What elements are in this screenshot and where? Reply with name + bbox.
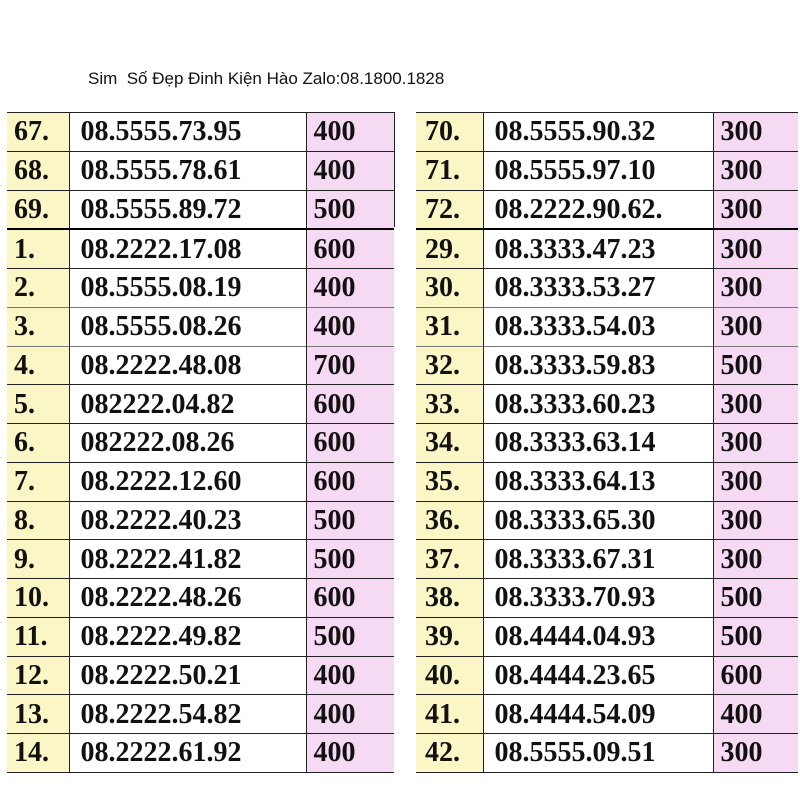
table-row bbox=[7, 113, 394, 152]
price-value: 300 bbox=[713, 190, 798, 229]
table-row bbox=[416, 540, 798, 579]
table-row bbox=[416, 346, 798, 385]
price-value: 600 bbox=[306, 579, 394, 618]
price-value: 600 bbox=[306, 385, 394, 424]
phone-number: 08.2222.90.62. bbox=[483, 190, 713, 229]
phone-number: 08.2222.48.26 bbox=[69, 579, 306, 618]
row-number: 33. bbox=[416, 385, 483, 424]
price-value: 500 bbox=[306, 540, 394, 579]
phone-number: 08.2222.61.92 bbox=[69, 734, 306, 773]
phone-number: 08.5555.73.95 bbox=[69, 113, 306, 152]
row-number: 1. bbox=[7, 229, 69, 268]
phone-number: 08.5555.08.26 bbox=[69, 307, 306, 346]
table-row bbox=[7, 307, 394, 346]
phone-number: 08.3333.60.23 bbox=[483, 385, 713, 424]
price-value: 300 bbox=[713, 307, 798, 346]
phone-number: 08.5555.97.10 bbox=[483, 151, 713, 190]
price-value: 300 bbox=[713, 424, 798, 463]
table-row bbox=[7, 229, 394, 268]
table-row bbox=[7, 695, 394, 734]
phone-number: 08.3333.59.83 bbox=[483, 346, 713, 385]
table-row bbox=[416, 501, 798, 540]
row-number: 67. bbox=[7, 113, 69, 152]
table-row bbox=[416, 734, 798, 773]
price-value: 500 bbox=[713, 579, 798, 618]
price-value: 300 bbox=[713, 113, 798, 152]
table-row bbox=[416, 617, 798, 656]
row-number: 5. bbox=[7, 385, 69, 424]
price-value: 600 bbox=[713, 656, 798, 695]
table-row bbox=[416, 269, 798, 308]
phone-number: 08.5555.09.51 bbox=[483, 734, 713, 773]
row-number: 70. bbox=[416, 113, 483, 152]
price-value: 300 bbox=[713, 229, 798, 268]
price-value: 400 bbox=[713, 695, 798, 734]
row-number: 7. bbox=[7, 462, 69, 501]
price-value: 600 bbox=[306, 424, 394, 463]
row-number: 38. bbox=[416, 579, 483, 618]
price-value: 300 bbox=[713, 385, 798, 424]
row-number: 69. bbox=[7, 190, 69, 229]
price-value: 300 bbox=[713, 151, 798, 190]
table-row bbox=[7, 540, 394, 579]
price-value: 600 bbox=[306, 229, 394, 268]
table-row bbox=[7, 424, 394, 463]
row-number: 8. bbox=[7, 501, 69, 540]
row-number: 35. bbox=[416, 462, 483, 501]
table-row bbox=[416, 424, 798, 463]
table-row bbox=[7, 734, 394, 773]
table-row bbox=[7, 462, 394, 501]
phone-number: 08.3333.67.31 bbox=[483, 540, 713, 579]
row-number: 42. bbox=[416, 734, 483, 773]
price-value: 400 bbox=[306, 695, 394, 734]
price-value: 300 bbox=[713, 462, 798, 501]
table-row bbox=[416, 656, 798, 695]
table-row bbox=[416, 151, 798, 190]
table-row bbox=[7, 269, 394, 308]
table-row bbox=[7, 579, 394, 618]
row-number: 2. bbox=[7, 269, 69, 308]
price-value: 400 bbox=[306, 307, 394, 346]
table-row bbox=[7, 385, 394, 424]
row-number: 36. bbox=[416, 501, 483, 540]
row-number: 34. bbox=[416, 424, 483, 463]
phone-number: 08.3333.47.23 bbox=[483, 229, 713, 268]
row-number: 39. bbox=[416, 617, 483, 656]
table-row bbox=[416, 190, 798, 229]
row-number: 72. bbox=[416, 190, 483, 229]
phone-number: 082222.08.26 bbox=[69, 424, 306, 463]
row-number: 29. bbox=[416, 229, 483, 268]
phone-number: 08.2222.49.82 bbox=[69, 617, 306, 656]
row-number: 41. bbox=[416, 695, 483, 734]
right-table-body bbox=[416, 113, 798, 773]
phone-number: 08.2222.40.23 bbox=[69, 501, 306, 540]
row-number: 31. bbox=[416, 307, 483, 346]
table-row bbox=[7, 190, 394, 229]
phone-number: 08.3333.54.03 bbox=[483, 307, 713, 346]
row-number: 9. bbox=[7, 540, 69, 579]
price-value: 500 bbox=[713, 346, 798, 385]
phone-number: 08.3333.64.13 bbox=[483, 462, 713, 501]
row-number: 37. bbox=[416, 540, 483, 579]
table-row bbox=[416, 462, 798, 501]
price-value: 400 bbox=[306, 113, 394, 152]
price-value: 500 bbox=[306, 617, 394, 656]
phone-number: 08.5555.89.72 bbox=[69, 190, 306, 229]
price-value: 700 bbox=[306, 346, 394, 385]
phone-number: 08.3333.63.14 bbox=[483, 424, 713, 463]
row-number: 32. bbox=[416, 346, 483, 385]
row-number: 4. bbox=[7, 346, 69, 385]
table-row bbox=[7, 346, 394, 385]
phone-number: 08.4444.54.09 bbox=[483, 695, 713, 734]
phone-number: 08.2222.41.82 bbox=[69, 540, 306, 579]
table-row bbox=[416, 579, 798, 618]
phone-number: 08.5555.90.32 bbox=[483, 113, 713, 152]
row-number: 14. bbox=[7, 734, 69, 773]
table-row bbox=[7, 151, 394, 190]
sim-price-table-right bbox=[416, 112, 798, 773]
table-row bbox=[416, 113, 798, 152]
table-row bbox=[7, 656, 394, 695]
phone-number: 08.3333.53.27 bbox=[483, 269, 713, 308]
row-number: 30. bbox=[416, 269, 483, 308]
price-value: 300 bbox=[713, 540, 798, 579]
phone-number: 08.5555.08.19 bbox=[69, 269, 306, 308]
row-number: 12. bbox=[7, 656, 69, 695]
price-value: 500 bbox=[306, 501, 394, 540]
left-table-body bbox=[7, 113, 394, 773]
phone-number: 08.2222.12.60 bbox=[69, 462, 306, 501]
row-number: 6. bbox=[7, 424, 69, 463]
row-number: 3. bbox=[7, 307, 69, 346]
price-value: 300 bbox=[713, 501, 798, 540]
page-title: Sim Số Đẹp Đinh Kiện Hào Zalo:08.1800.1828 bbox=[88, 69, 445, 88]
row-number: 40. bbox=[416, 656, 483, 695]
phone-number: 08.4444.23.65 bbox=[483, 656, 713, 695]
price-value: 300 bbox=[713, 734, 798, 773]
phone-number: 08.2222.17.08 bbox=[69, 229, 306, 268]
phone-number: 08.3333.65.30 bbox=[483, 501, 713, 540]
phone-number: 08.4444.04.93 bbox=[483, 617, 713, 656]
table-row bbox=[7, 617, 394, 656]
row-number: 13. bbox=[7, 695, 69, 734]
phone-number: 08.2222.48.08 bbox=[69, 346, 306, 385]
phone-number: 08.2222.50.21 bbox=[69, 656, 306, 695]
phone-number: 08.3333.70.93 bbox=[483, 579, 713, 618]
row-number: 10. bbox=[7, 579, 69, 618]
price-value: 400 bbox=[306, 151, 394, 190]
phone-number: 082222.04.82 bbox=[69, 385, 306, 424]
table-row bbox=[416, 229, 798, 268]
table-row bbox=[7, 501, 394, 540]
table-row bbox=[416, 307, 798, 346]
sim-price-table-left bbox=[7, 112, 394, 773]
price-value: 600 bbox=[306, 462, 394, 501]
price-value: 500 bbox=[306, 190, 394, 229]
price-value: 400 bbox=[306, 269, 394, 308]
table-row bbox=[416, 695, 798, 734]
phone-number: 08.2222.54.82 bbox=[69, 695, 306, 734]
row-number: 68. bbox=[7, 151, 69, 190]
row-number: 11. bbox=[7, 617, 69, 656]
price-value: 400 bbox=[306, 656, 394, 695]
price-value: 300 bbox=[713, 269, 798, 308]
phone-number: 08.5555.78.61 bbox=[69, 151, 306, 190]
row-number: 71. bbox=[416, 151, 483, 190]
table-row bbox=[416, 385, 798, 424]
price-value: 500 bbox=[713, 617, 798, 656]
price-value: 400 bbox=[306, 734, 394, 773]
